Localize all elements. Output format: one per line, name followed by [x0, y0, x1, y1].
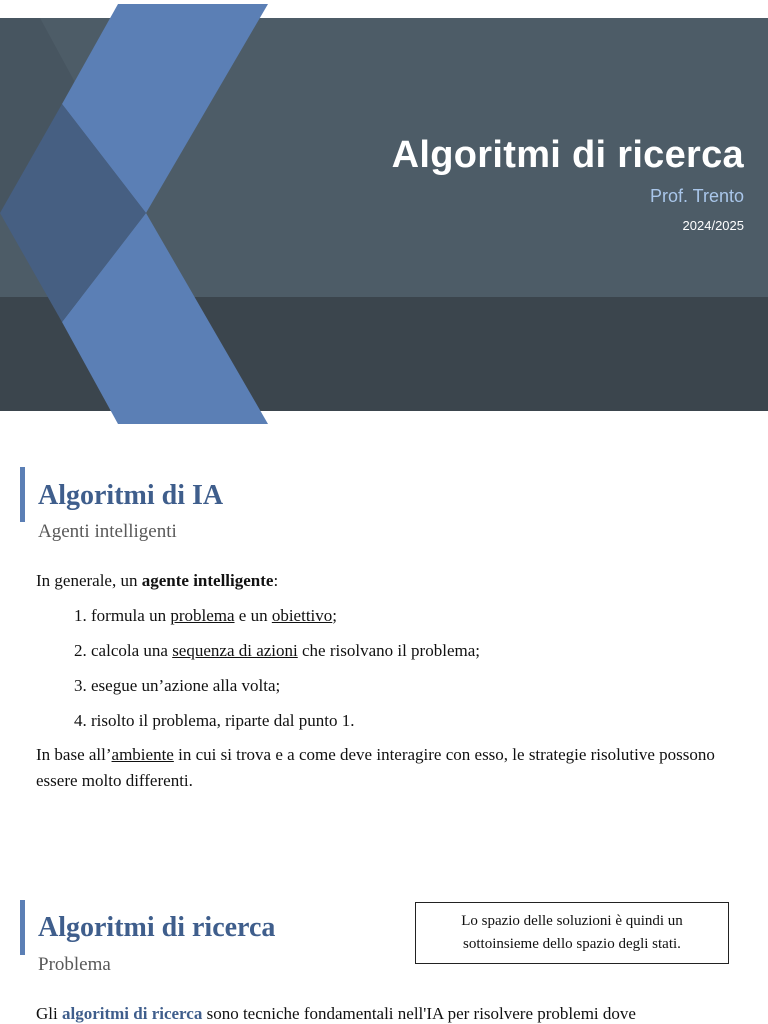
steps-list — [74, 603, 480, 743]
section1-intro — [36, 568, 726, 594]
step-text: esegue un’azione alla volta; — [86, 676, 281, 695]
step-number: 4. — [74, 711, 87, 730]
closing-underlined-term: ambiente — [111, 745, 174, 764]
step-text: ; — [332, 606, 338, 625]
section2-title: Algoritmi di ricerca — [38, 912, 276, 943]
paragraph-text: Gli — [36, 1004, 62, 1023]
title-slide — [0, 0, 768, 425]
section2-paragraph — [36, 1001, 726, 1024]
step-text: risolto il problema, riparte dal punto 1. — [86, 711, 355, 730]
section1-title: Algoritmi di IA — [38, 480, 224, 511]
note-line: Lo spazio delle soluzioni è quindi un — [461, 913, 683, 929]
section1-closing — [36, 742, 726, 794]
closing-text: in cui si trova e a come deve interagire con esso, le strategie risolutive possono essere molto differenti. — [36, 745, 715, 790]
main-title: Algoritmi di ricerca — [391, 134, 744, 176]
step-underlined-term: sequenza di azioni — [172, 641, 298, 660]
section2-accent-bar — [20, 900, 25, 955]
paragraph-text: sono tecniche fondamentali nell'IA per risolvere problemi dove — [202, 1004, 636, 1023]
intro-bold-term: agente intelligente — [141, 571, 274, 590]
step-number: 2. — [74, 641, 87, 660]
highlighted-term: algoritmi di ricerca — [61, 1004, 203, 1023]
list-item — [74, 673, 480, 708]
section2-subtitle: Problema — [38, 954, 111, 975]
list-item — [74, 603, 480, 638]
closing-text: In base all’ — [36, 745, 112, 764]
intro-text: In generale, un — [36, 571, 142, 590]
note-box — [415, 902, 729, 964]
list-item — [74, 708, 480, 743]
step-underlined-term: obiettivo — [271, 606, 333, 625]
section1-accent-bar — [20, 467, 25, 522]
step-number: 3. — [74, 676, 87, 695]
intro-colon: : — [273, 571, 279, 590]
step-text: che risolvano il problema; — [297, 641, 480, 660]
author: Prof. Trento — [649, 186, 744, 206]
academic-year: 2024/2025 — [682, 218, 744, 233]
step-text: formula un — [86, 606, 171, 625]
list-item — [74, 638, 480, 673]
step-text: calcola una — [86, 641, 173, 660]
step-text: e un — [234, 606, 272, 625]
step-underlined-term: problema — [170, 606, 235, 625]
section1-subtitle: Agenti intelligenti — [38, 521, 177, 542]
note-line: sottoinsieme dello spazio degli stati. — [463, 936, 681, 952]
step-number: 1. — [74, 606, 87, 625]
title-slide-background — [0, 0, 768, 425]
